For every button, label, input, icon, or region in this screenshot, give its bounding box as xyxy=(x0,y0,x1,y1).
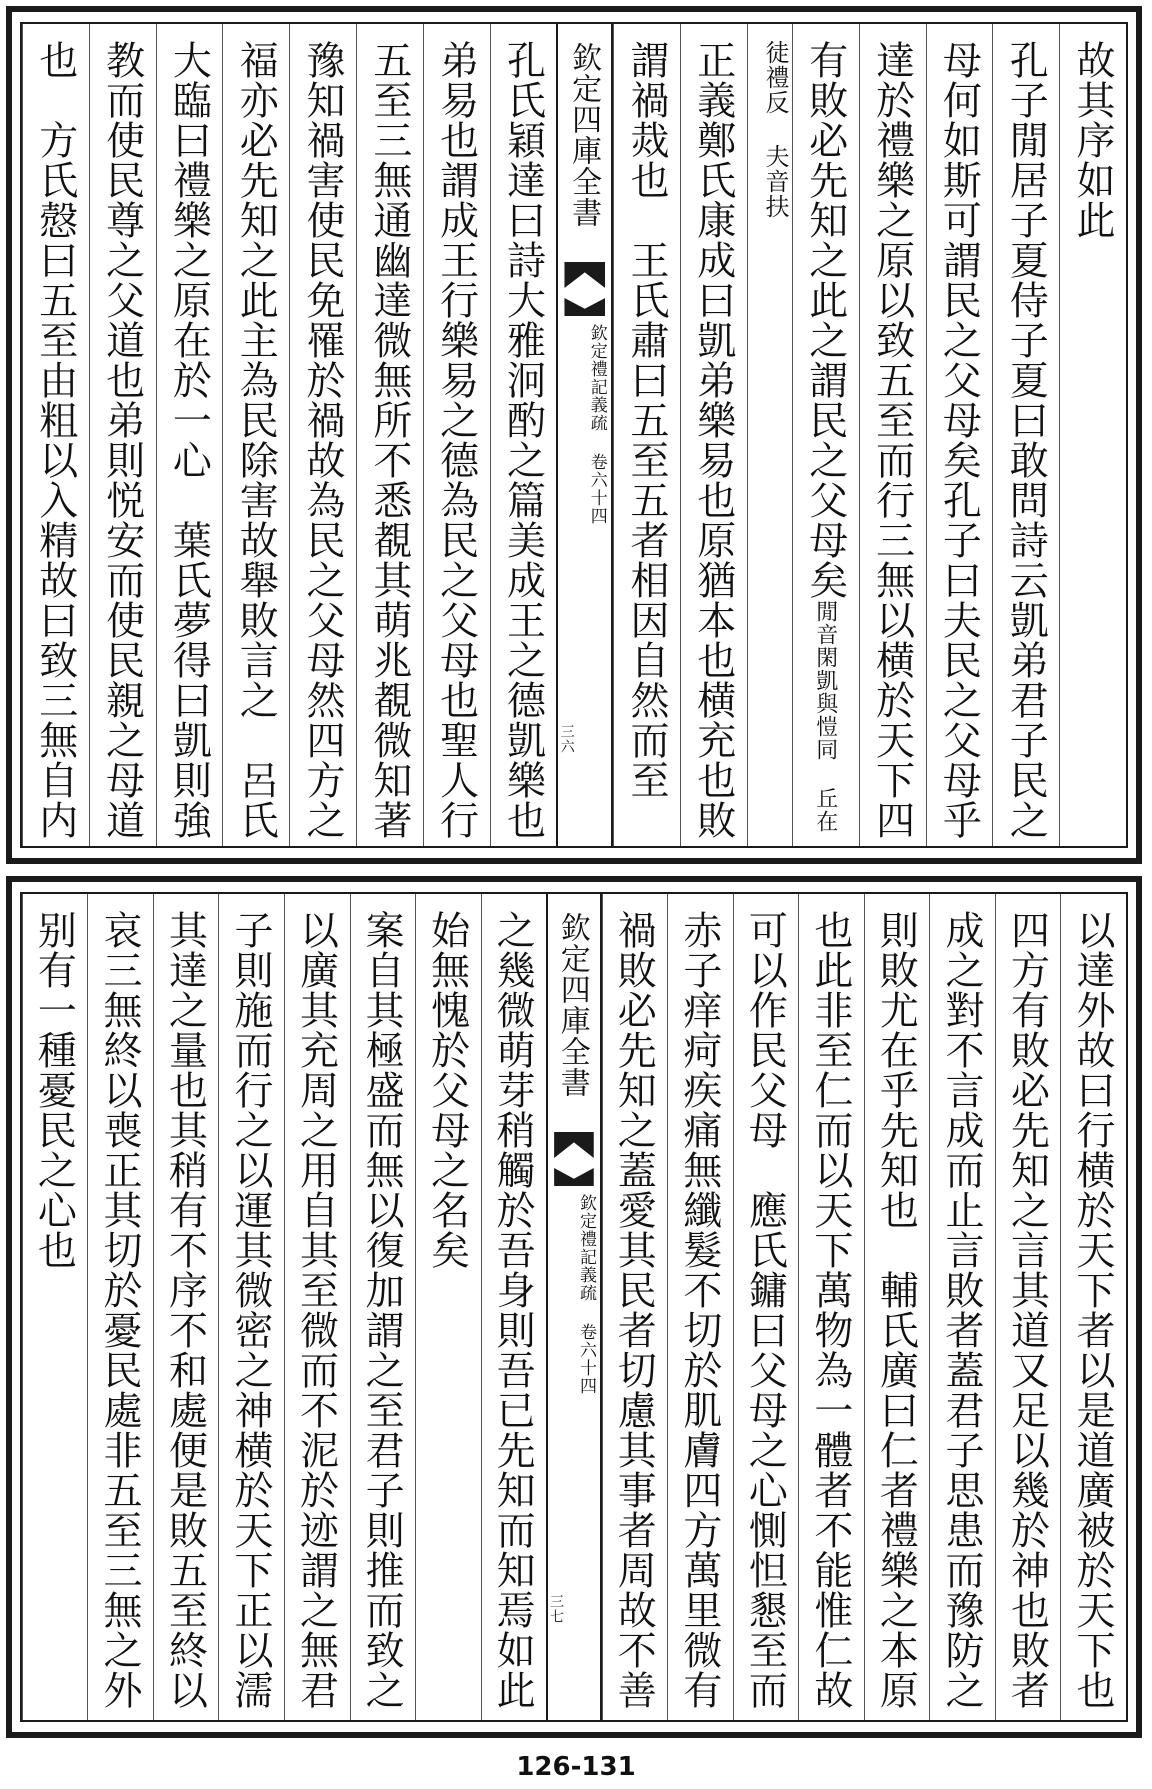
text-column: 始無愧於父母之名矣 xyxy=(415,894,481,1720)
text-column: 以廣其充周之用自其至微而不泥於迹謂之無君 xyxy=(284,894,350,1720)
text-column: 達於禮樂之原以致五至而行三無以横於天下四 xyxy=(859,24,926,846)
text-column: 可以作民父母 應氏鏞曰父母之心惻怛懇至而 xyxy=(733,894,799,1720)
top-page-columns xyxy=(22,24,1126,846)
top-page-frame xyxy=(20,22,1128,848)
text-column: 孔子閒居子夏侍子夏曰敢問詩云凱弟君子民之 xyxy=(992,24,1059,846)
fish-tail-ornament xyxy=(564,298,605,316)
text-column: 哀三無終以喪正其切於憂民處非五至三無之外 xyxy=(87,894,153,1720)
text-column: 也 方氏慤曰五至由粗以入精故曰致三無自内 xyxy=(22,24,89,846)
text-column: 教而使民尊之父道也弟則悦安而使民親之母道 xyxy=(89,24,156,846)
text-column: 之幾微萌芽稍觸於吾身則吾已先知而知焉如此 xyxy=(481,894,547,1720)
center-fold-column xyxy=(546,894,602,1720)
bottom-page-frame xyxy=(20,892,1128,1722)
text-column: 以達外故曰行横於天下者以是道廣被於天下也 xyxy=(1060,894,1126,1720)
text-column: 子則施而行之以運其微密之神横於天下正以濡 xyxy=(218,894,284,1720)
annotation-note: 閒音閑凱與愷同 丘在 xyxy=(812,600,838,833)
text-column: 謂禍烖也 王氏肅曰五至五者相因自然而至 xyxy=(613,24,680,846)
page-footer-label: 126-131 xyxy=(516,1752,636,1782)
fish-tail-ornament xyxy=(554,1168,594,1186)
text-line: 有敗必先知之此之謂民之父母矣 xyxy=(802,40,848,600)
text-column: 孔氏穎達曰詩大雅泂酌之篇美成王之德凱樂也 xyxy=(490,24,557,846)
annotation-column: 徒禮反 夫音扶 xyxy=(747,24,792,846)
text-column: 五至三無通幽達微無所不悉覩其萌兆覩微知著 xyxy=(356,24,423,846)
page-number: 三七 xyxy=(547,1594,564,1624)
text-column: 案自其極盛而無以復加謂之至君子則推而致之 xyxy=(350,894,416,1720)
text-column: 也此非至仁而以天下萬物為一體者不能惟仁故 xyxy=(798,894,864,1720)
text-column: 别有一種憂民之心也 xyxy=(22,894,88,1720)
bottom-page-columns xyxy=(22,894,1126,1720)
text-column: 則敗尤在乎先知也 輔氏廣曰仁者禮樂之本原 xyxy=(864,894,930,1720)
volume-subtitle: 欽定禮記義疏 卷六十四 xyxy=(575,1194,596,1395)
bottom-page-panel xyxy=(6,876,1142,1738)
fish-tail-ornament xyxy=(564,262,605,288)
text-column: 故其序如此 xyxy=(1059,24,1126,846)
page-number: 三六 xyxy=(558,724,575,754)
text-column: 成之對不言成而止言敗者蓋君子思患而豫防之 xyxy=(929,894,995,1720)
text-column xyxy=(792,24,859,846)
text-column: 豫知禍害使民免罹於禍故為民之父母然四方之 xyxy=(289,24,356,846)
book-title: 欽定四庫全書 xyxy=(566,42,602,228)
text-column: 四方有敗必先知之言其道又足以幾於神也敗者 xyxy=(995,894,1061,1720)
center-fold-column xyxy=(556,24,613,846)
top-page-panel xyxy=(6,6,1142,864)
text-column: 正義鄭氏康成曰凱弟樂易也原猶本也横充也敗 xyxy=(680,24,747,846)
fish-tail-ornament xyxy=(554,1132,594,1158)
volume-subtitle: 欽定禮記義疏 卷六十四 xyxy=(586,324,607,525)
text-column: 赤子痒疴疾痛無纖髮不切於肌膚四方萬里微有 xyxy=(667,894,733,1720)
text-column: 母何如斯可謂民之父母矣孔子曰夫民之父母乎 xyxy=(926,24,993,846)
text-column: 福亦必先知之此主為民除害故舉敗言之 呂氏 xyxy=(222,24,289,846)
text-column: 其達之量也其稍有不序不和處便是敗五至終以 xyxy=(153,894,219,1720)
book-title: 欽定四庫全書 xyxy=(554,912,590,1098)
text-column: 大臨曰禮樂之原在於一心 葉氏夢得曰凱則強 xyxy=(156,24,223,846)
text-column: 禍敗必先知之蓋愛其民者切慮其事者周故不善 xyxy=(602,894,668,1720)
text-column: 弟易也謂成王行樂易之德為民之父母也聖人行 xyxy=(423,24,490,846)
